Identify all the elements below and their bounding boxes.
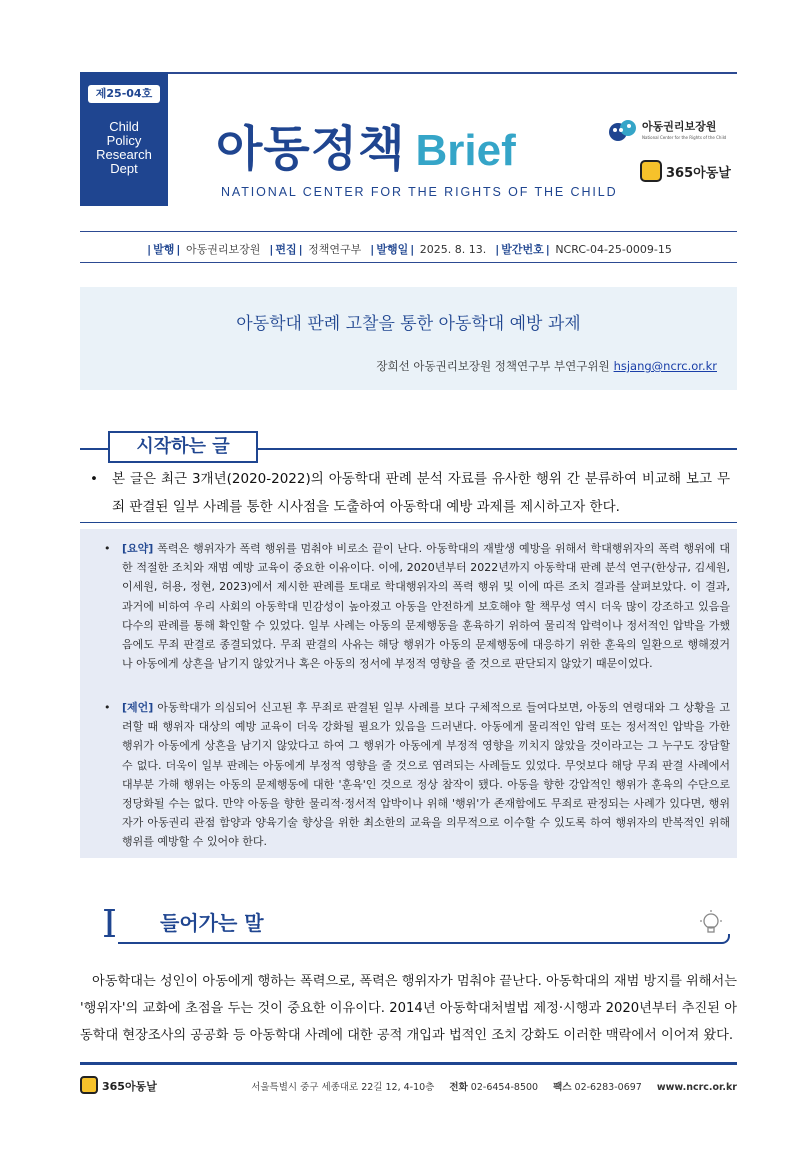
phone: 02-6454-8500 [470,1082,539,1093]
fax-label: 팩스 [553,1082,572,1093]
summary-text: 아동학대가 의심되어 신고된 후 무죄로 판결된 일부 사례를 보다 구체적으로 들여다보면, 아동의 연령대와 그 상황을 고려할 때 행위자 대상의 예방 교육이 더욱 강화될 필요가 있음을 드러낸다. 아동에게 물리적인 압력 또는 정서적인 압박을 가한 행위가 아동에게 상흔을 남기지 않았다고 하여 그 행위가 아동에게 부정적 영향을 끼치지 않았을 것이라고는 그 누구도 장담할 수 없다. 더욱이 일부 판례는 아동에게 부정적 영향을 줄 것으로 염려되는 사례들도 있었다. 무엇보다 해당 무죄 판결 사례에서 대부분 가해 행위는 아동의 문제행동에 대한 '훈육'인 것으로 정상 참작이 됐다. 아동을 향한 강압적인 행위가 훈육의 수단으로 정당화될 수는 없다. 만약 아동을 향한 물리적·정서적 압박이나 위해 '행위'가 존재함에도 무죄로 판정되는 사례가 있다면, 행위자가 아동권리 관점 함양과 양육기술 향상을 위한 최소한의 교육을 의무적으로 이수할 수 있도록 하여 행위자의 반복적인 위해 행위를 예방할 수 있어야 한다. [122,701,730,849]
summary-box [80,529,737,858]
smile-icon [80,1076,98,1094]
campaign-logo-text: 365아동날 [666,166,731,181]
footer-rule [80,1062,737,1065]
footer-contact [251,1079,737,1093]
org-logo [608,116,738,148]
publication-meta: | 발행 | 아동권리보장원 | 편집 | 정책연구부 | 발행일 | 2025. 8. 13. | 발간번호 | NCRC-04-25-0009-15 [147,243,672,256]
section-title: 들어가는 말 [160,911,264,935]
code-label: 발간번호 [501,243,544,256]
summary-tag: [제언] [122,701,154,714]
bullet-icon: • [90,471,98,487]
bullet-icon: • [104,701,111,714]
dept-line: Dept [110,161,138,176]
document-title: 아동학대 판례 고찰을 통한 아동학대 예방 과제 [236,314,581,334]
issue-badge [80,72,168,206]
publish-date: 2025. 8. 13. [419,243,487,256]
bullet-icon: • [104,542,111,555]
campaign-logo [640,160,738,184]
fax: 02-6283-0697 [574,1082,642,1093]
address: 서울특별시 중구 세종대로 22길 12, 4-10층 [251,1082,435,1093]
brand-title-english: Brief [415,126,516,175]
author-email-link[interactable]: hsjang@ncrc.or.kr [613,359,717,373]
author-line [376,358,717,374]
brand-title [216,110,516,177]
meta-rule-bottom [80,262,737,263]
smile-icon [640,160,662,182]
top-rule [80,72,737,74]
footer-logo-text: 365아동날 [102,1080,157,1093]
author: 장희선 아동권리보장원 정책연구부 부연구위원 [376,359,610,373]
org-emblem-icon [608,118,638,144]
footer-logo [80,1076,180,1096]
title-box [80,287,737,390]
body-paragraph: 아동학대는 성인이 아동에게 행하는 폭력으로, 폭력은 행위자가 멈춰야 끝난다. 아동학대의 재범 방지를 위해서는 '행위자'의 교화에 초점을 두는 것이 중요한 이유이다. 2014년 아동학대처벌법 제정·시행과 2020년부터 추진된 아동학대 현장조사의 공공화 등 아동학대 사례에 대한 공적 개입과 법적인 조치 강화도 이러한 맥락에서 이어져 왔다. [80,974,737,1043]
publication-code: NCRC-04-25-0009-15 [555,243,672,256]
publisher: 아동권리보장원 [185,243,261,256]
summary-item [104,539,730,673]
editor: 정책연구부 [308,243,362,256]
issue-number: 제25-04호 [88,85,160,103]
summary-text: 폭력은 행위자가 폭력 행위를 멈춰야 비로소 끝이 난다. 아동학대의 재발생 예방을 위해서 학대행위자의 폭력 행위에 대한 적절한 조치와 재범 예방 교육이 중요한 이유이다. 이에, 2020년부터 2022년까지 아동학대 판례 분석 연구(한상규, 김세원, 이세원, 허용, 정현, 2023)에서 제시한 판례를 토대로 학대행위자의 폭력 행위 및 이에 따른 조치 결과를 살펴보았다. 이 결과, 과거에 비하여 우리 사회의 아동학대 민감성이 높아졌고 아동을 안전하게 보호해야 할 책무성 역시 더욱 많이 강조하고 있음을 다수의 판례를 통해 확인할 수 있었다. 일부 사례는 아동의 문제행동을 훈육하기 위하여 물리적 압력이나 정서적인 압박을 가했음에도 무죄 판결로 종결되었다. 무죄 판결의 사유는 해당 행위가 아동의 문제행동에 대응하기 위한 훈육의 일환으로 행해졌거나 아동에게 상흔을 남기지 않았거나 혹은 아동의 정서에 부정적 영향을 줄 것으로 판단되지 않았기 때문이었다. [122,542,730,671]
intro-rule-bottom [80,522,737,523]
publisher-label: 발행 [153,243,175,256]
meta-rule-top [80,231,737,232]
intro-paragraph: 본 글은 최근 3개년(2020-2022)의 아동학대 판례 분석 자료를 유사한 행위 간 분류하여 비교해 보고 무죄 판결된 일부 사례를 통한 시사점을 도출하여 아동학대 예방 과제를 제시하고자 한다. [112,471,730,515]
dept-line: Research [96,147,152,162]
dept-line: Policy [106,133,142,148]
brand-subtitle: NATIONAL CENTER FOR THE RIGHTS OF THE CHILD [221,185,618,199]
org-name: 아동권리보장원 [642,120,717,133]
section-number: I [102,902,118,946]
summary-item [104,698,730,852]
brand-title-korean: 아동정책 [216,121,406,177]
summary-tag: [요약] [122,542,154,555]
date-label: 발행일 [376,243,409,256]
phone-label: 전화 [449,1082,468,1093]
org-name-english: National Center for the Rights of the Child [642,135,727,140]
intro-heading: 시작하는 글 [108,431,258,463]
intro-text [90,465,730,521]
website-link[interactable]: www.ncrc.or.kr [656,1082,737,1093]
dept-line: Child [109,119,139,134]
dept-label [80,120,168,176]
editor-label: 편집 [275,243,297,256]
lightbulb-icon [698,910,724,936]
